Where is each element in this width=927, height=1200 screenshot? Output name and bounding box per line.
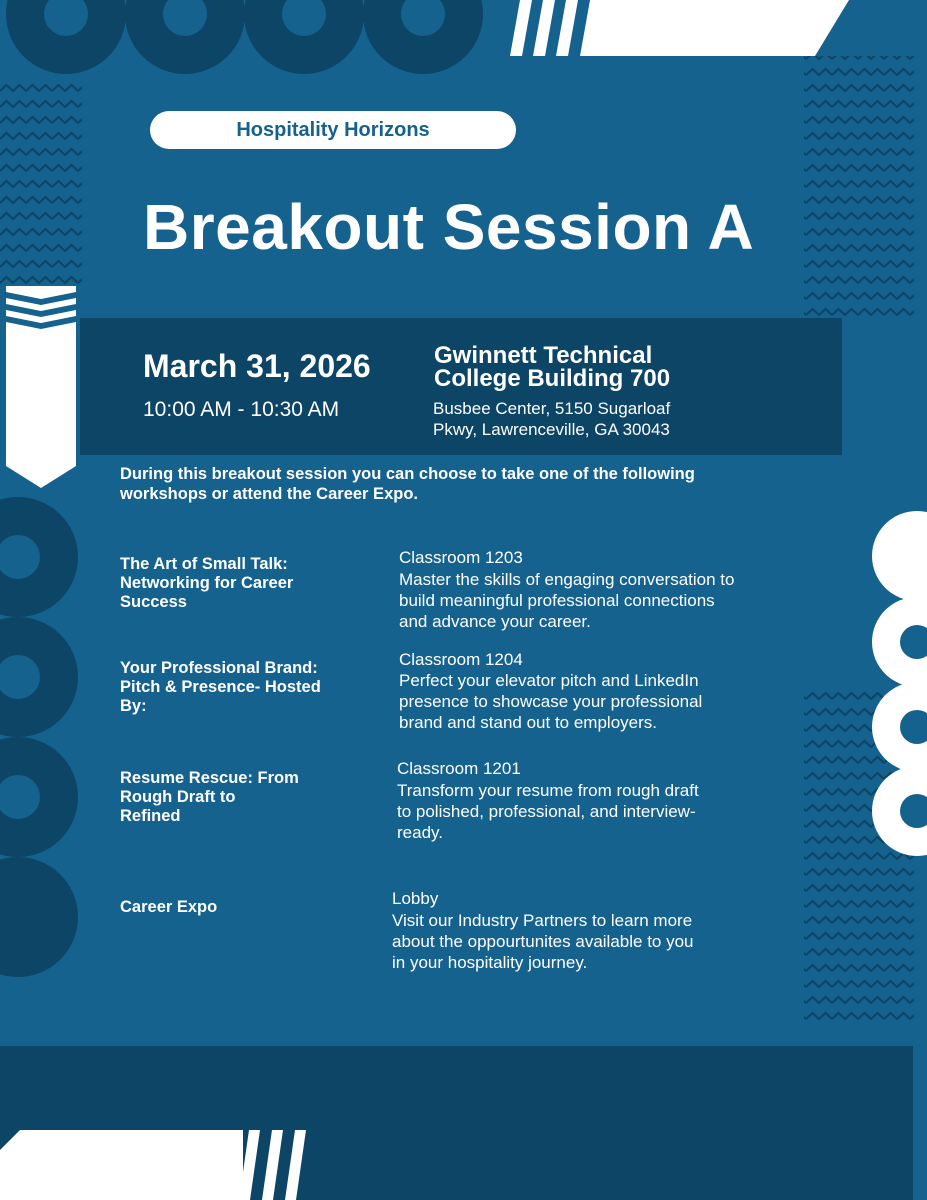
workshop-title-line: Your Professional Brand: (120, 659, 318, 677)
workshop-location: Classroom 1204 (399, 650, 523, 669)
workshop-description-line: ready. (397, 823, 443, 842)
workshop-description-line: presence to showcase your professional (399, 692, 703, 711)
workshop-title-line: By: (120, 697, 147, 715)
intro-line-2: workshops or attend the Career Expo. (120, 485, 418, 503)
workshop-title (120, 898, 370, 917)
workshop-location: Lobby (392, 889, 439, 908)
page-title: Breakout Session A (143, 191, 755, 263)
intro-text (120, 464, 820, 504)
workshop-title-line: Rough Draft to (120, 788, 236, 806)
workshop-title (120, 555, 370, 612)
series-name: Hospitality Horizons (236, 118, 430, 141)
venue-line-1: Gwinnett Technical (434, 342, 653, 369)
workshop-description (399, 670, 799, 733)
workshop-title-line: Networking for Career (120, 574, 294, 592)
workshop-description (397, 780, 797, 843)
workshop-description-line: in your hospitality journey. (392, 953, 588, 972)
workshop-description-line: Perfect your elevator pitch and LinkedIn (399, 671, 699, 690)
workshop-location: Classroom 1201 (397, 759, 521, 778)
workshop-description-line: Master the skills of engaging conversation to (399, 570, 735, 589)
workshop-title-line: Refined (120, 807, 181, 825)
workshop-description-line: and advance your career. (399, 612, 591, 631)
event-time: 10:00 AM - 10:30 AM (143, 398, 340, 421)
workshop-title-line: Pitch & Presence- Hosted (120, 678, 321, 696)
workshop-title-line: Career Expo (120, 898, 218, 916)
workshop-location: Classroom 1203 (399, 548, 523, 567)
series-badge (150, 111, 516, 149)
workshop-title-line: The Art of Small Talk: (120, 555, 288, 573)
event-date: March 31, 2026 (143, 348, 371, 384)
workshop-description (392, 910, 792, 973)
workshop-description-line: build meaningful professional connections (399, 591, 715, 610)
venue-line-2: College Building 700 (434, 365, 671, 392)
workshop-description-line: about the oppourtunites available to you (392, 932, 694, 951)
event-address (433, 398, 743, 440)
workshop-description-line: to polished, professional, and interview- (397, 802, 696, 821)
workshop-description (399, 569, 799, 632)
workshop-description-line: Visit our Industry Partners to learn more (392, 911, 693, 930)
event-venue (434, 344, 734, 390)
workshop-title (120, 769, 370, 826)
address-line-1: Busbee Center, 5150 Sugarloaf (433, 399, 671, 418)
workshop-title-line: Success (120, 593, 187, 611)
intro-line-1: During this breakout session you can choose to take one of the following (120, 465, 695, 483)
workshop-description-line: Transform your resume from rough draft (397, 781, 699, 800)
workshop-title-line: Resume Rescue: From (120, 769, 299, 787)
workshop-description-line: brand and stand out to employers. (399, 713, 657, 732)
workshop-title (120, 659, 370, 716)
address-line-2: Pkwy, Lawrenceville, GA 30043 (433, 420, 670, 439)
